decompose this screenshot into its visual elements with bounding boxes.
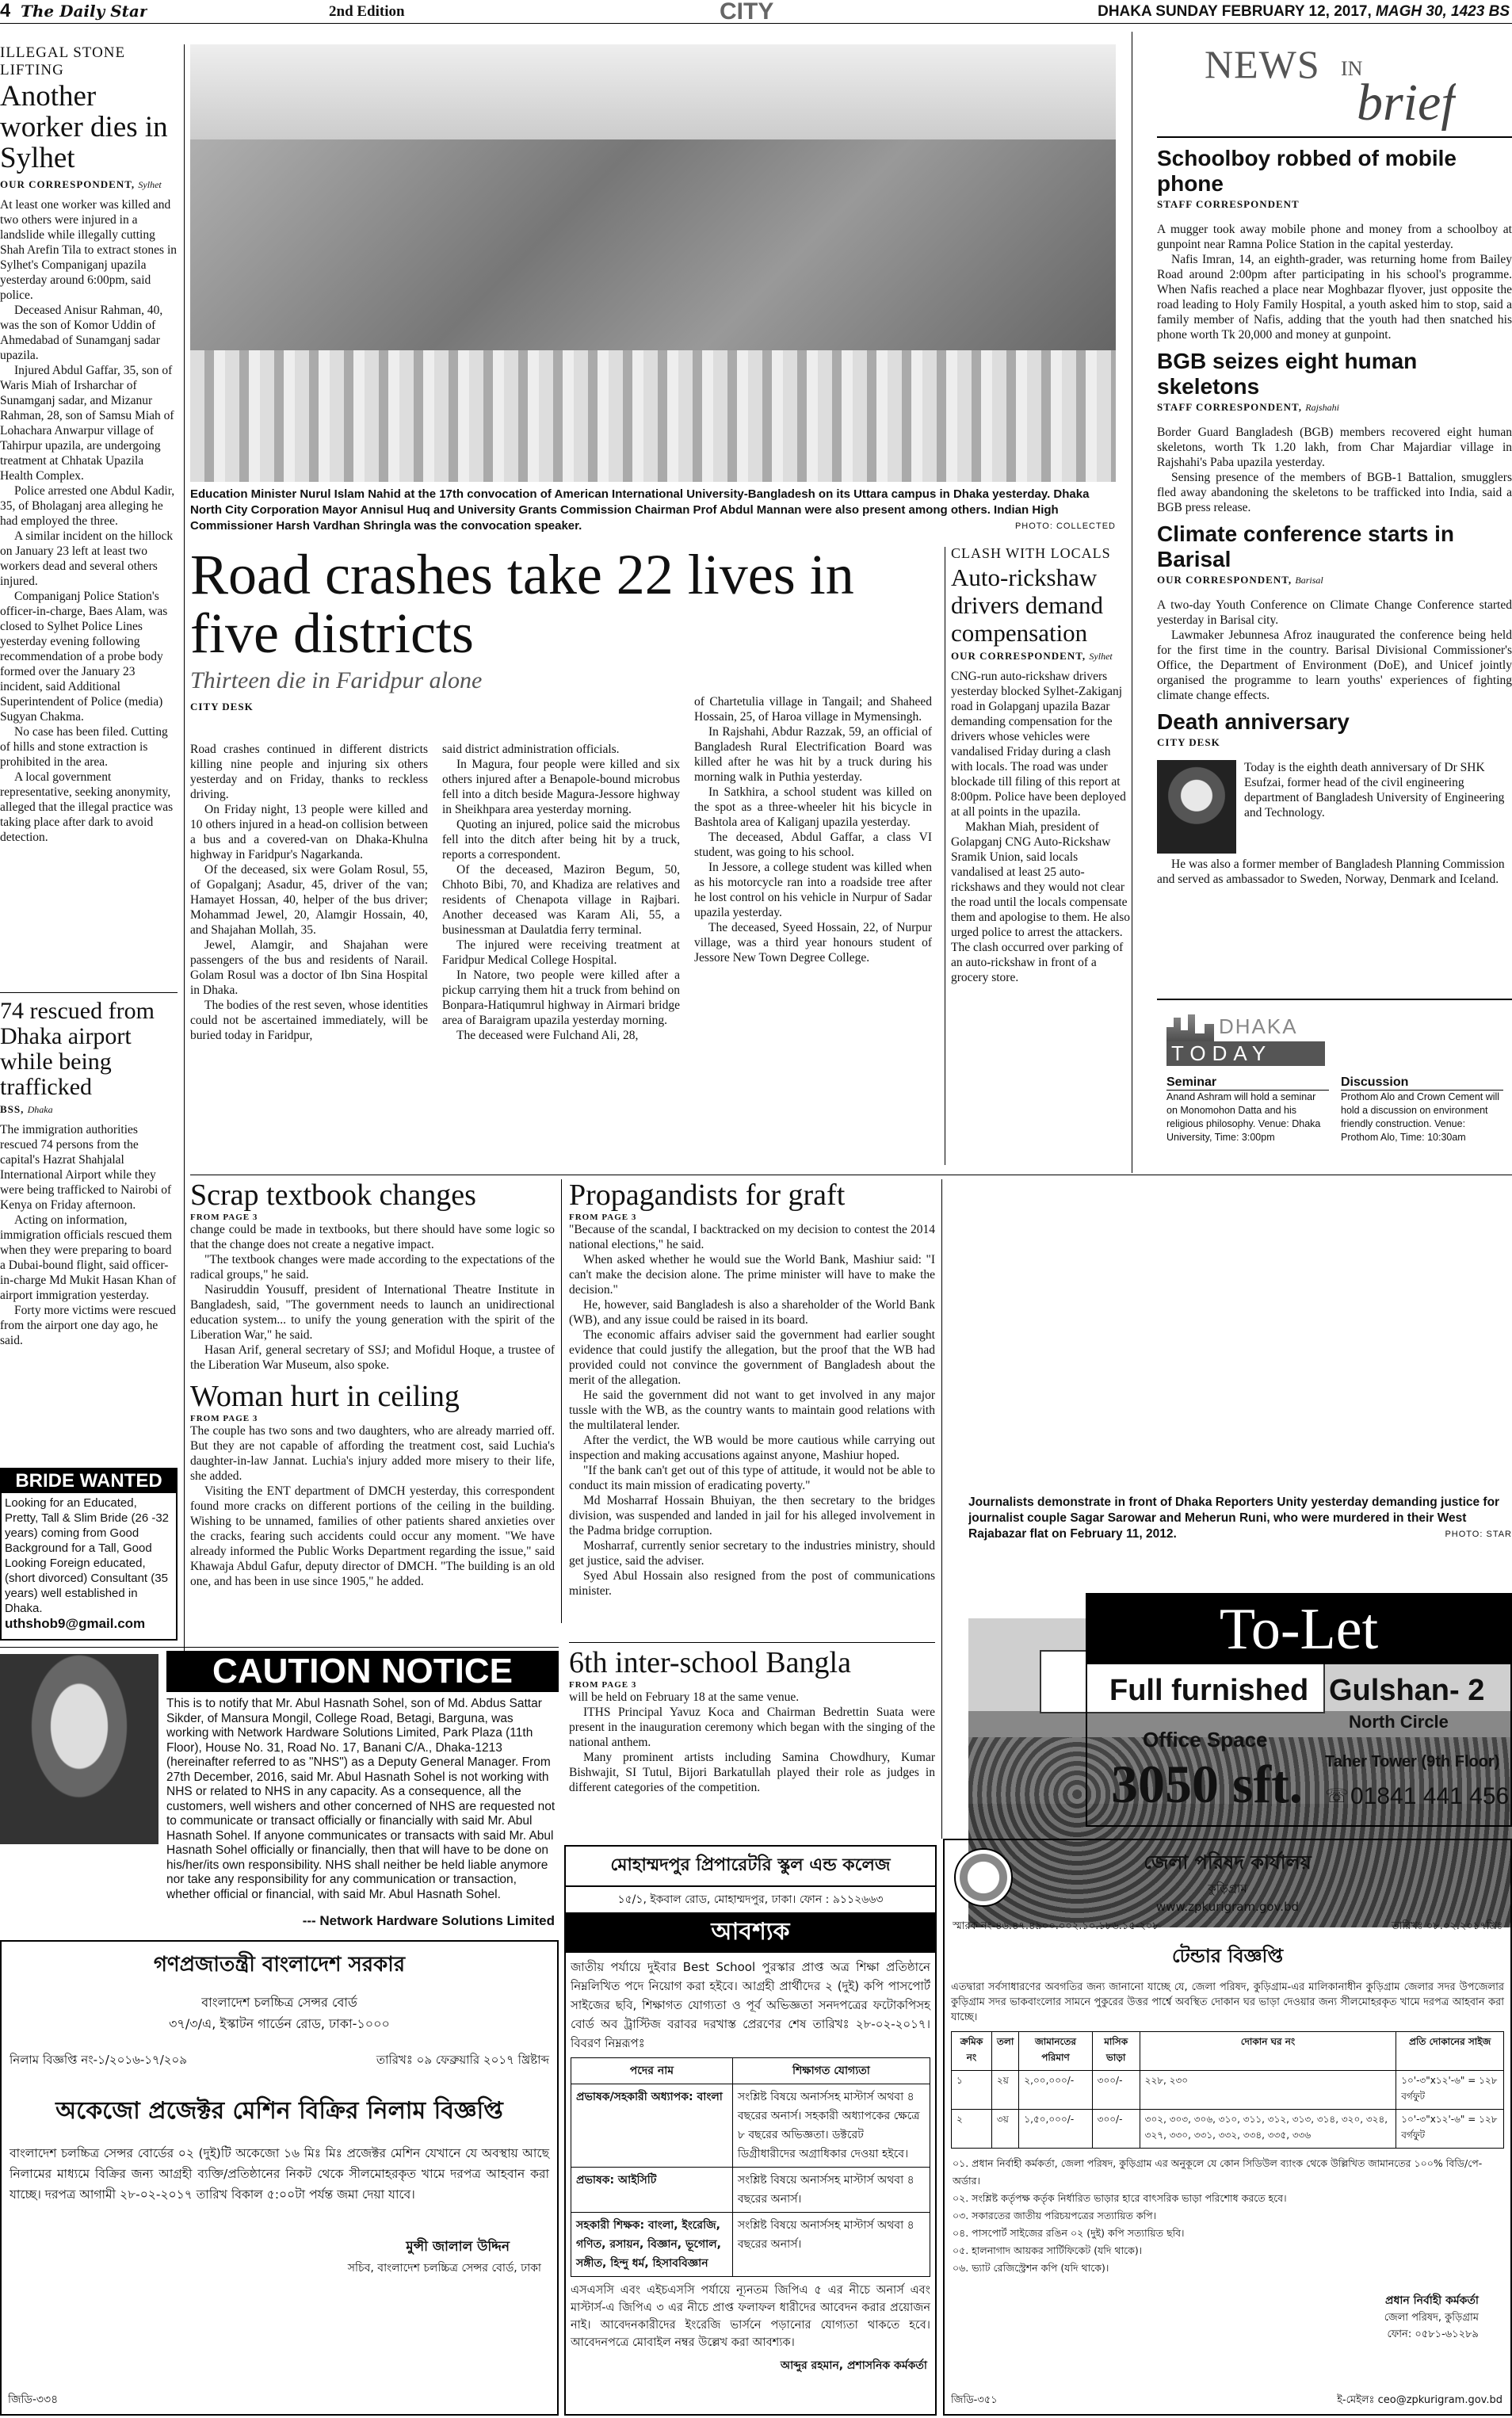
zila-ref: স্মারক নং-৪৬.৪৭.৪৯০০.০০২.১০.১৮৬.১৫-২০৮ (953, 1920, 1159, 1932)
rescued-body (0, 1122, 178, 1348)
zila-phone: ফোন: ০৫৮১-৬১২৮৯ (1387, 2328, 1479, 2340)
tolet-size: 3050 sft. (1111, 1754, 1303, 1814)
table-row (571, 2213, 930, 2277)
tolet-area: Gulshan- 2 (1329, 1674, 1485, 1707)
road-p: The deceased, Syeed Hossain, 22, of Nurpur village, was a third year honours student of Jessore New Town Degree College. (694, 921, 932, 965)
journalists-caption (968, 1495, 1512, 1547)
qual-cell: সংশ্লিষ্ট বিষয়ে অনার্সসহ মাস্টার্স অথবা ৪ বছরের অনার্স। সহকারী অধ্যাপকের ক্ষেত্রে ৮ বছরের অভিজ্ঞতা। ডক্টরেট ডিগ্রীধারীদের অগ্রাধিকার দেওয়া হইবে। (732, 2084, 930, 2168)
zila-title: জেলা পরিষদ কার্যালয় (1144, 1851, 1312, 1874)
dateline-main: DHAKA SUNDAY FEBRUARY 12, 2017, (1098, 3, 1372, 20)
woman-p: The couple has two sons and two daughters, who are already married off. But they are not capable of affording the treatment cost, said Luchia's daughter-in-law Jannat. Luchia's injury added more misery to their life, she added. (190, 1424, 555, 1483)
woman-story (190, 1381, 555, 1634)
stone-p: Companiganj Police Station's officer-in-charge, Baes Alam, was closed to Sylhet Police Lines yesterday evening following recommendation of a probe body formed over the January 23 incident, said Additional Superintendent of Police (media) Sugyan Chakma. (0, 590, 168, 724)
scrap-p: Hasan Arif, general secretary of SSJ; and Mofidul Hoque, a trustee of the Liberation War Museum, also spoke. (190, 1343, 555, 1372)
post-cell: প্রভাষক: আইসিটি (571, 2168, 733, 2213)
zila-cell: ৩য় (991, 2110, 1018, 2149)
tolet-phone-icon: ☏ (1325, 1786, 1350, 1807)
autorick-p: CNG-run auto-rickshaw drivers yesterday blocked Sylhet-Zakiganj road in Golapganj upazila Bazar demanding compensation for the drivers whose vehicles were vandalised Friday during a clash with locals. The road was under blockade till filing of this report at 8:00pm. Police have been deployed at all points in the upazila. (951, 670, 1126, 819)
qual-cell: সংশ্লিষ্ট বিষয়ে অনার্সসহ মাস্টার্স অথবা ৪ বছরের অনার্স। (732, 2213, 930, 2277)
propa-p: "If the bank can't get out of this type of attitude, it would not be able to conduct its main mission of eradicating poverty." (569, 1464, 935, 1492)
brief-body (1157, 425, 1512, 515)
propa-p: He said the government did not want to get involved in any major tussle with the WB, as the country wants to maintain good relations with the multilateral lender. (569, 1389, 935, 1432)
table-row (571, 2084, 930, 2168)
sixth-from: FROM PAGE 3 (569, 1680, 637, 1690)
tolet-furnish: Full furnished (1109, 1674, 1309, 1707)
autorick-kicker: CLASH WITH LOCALS (951, 545, 1111, 561)
table-header (571, 2058, 930, 2084)
zila-condition: ০২. সংশ্লিষ্ট কর্তৃপক্ষ কর্তৃক নির্ধারিত ভাড়ার হারে বাৎসরিক ভাড়া পরিশোধ করতে হবে। (953, 2192, 1287, 2204)
zila-district: কুড়িগ্রাম (1208, 1881, 1247, 1896)
tolet-office: Office Space (1143, 1728, 1268, 1751)
zila-signer-2: জেলা পরিষদ, কুড়িগ্রাম (1384, 2312, 1479, 2324)
school-address: ১৫/১, ইকবাল রোড, মোহাম্মদপুর, ঢাকা। ফোন : ৯১১২৬৬৩ (617, 1893, 884, 1906)
brief-p: Lawmaker Jebunnesa Afroz inaugurated the conference being held for the first time in the country. Barisal Divisional Commissioner's Office, the Department of Environment (DoE), and Unicef jointly organised the programme to learn youths' experiences of fighting climate change effects. (1157, 628, 1512, 702)
scrap-p: "The textbook changes were made according to the expectations of the radical groups," he said. (190, 1253, 555, 1282)
stone-story (0, 44, 178, 995)
stone-byline-place: Sylhet (138, 179, 162, 190)
convocation-caption-text: Education Minister Nurul Islam Nahid at the 17th convocation of American International University-Bangladesh on its Uttara campus in Dhaka yesterday. Dhaka North City Corporation Mayor Annisul Huq and University Grants Commission Chairman Prof Abdul Mannan were also present among others. Indian High Commissioner Harsh Vardhan Shringla was the convocation speaker. (190, 487, 1090, 533)
zila-col: দোকান ঘর নং (1140, 2032, 1396, 2071)
road-p: The injured were receiving treatment at Faridpur Medical College Hospital. (442, 938, 680, 967)
zila-intro: এতদ্বারা সর্বসাধারণের অবগতির জন্য জানানো যাচ্ছে যে, জেলা পরিষদ, কুড়িগ্রাম-এর মালিকানাধীন কুড়িগ্রাম জেলার সদর উপজেলার কুড়িগ্রাম সদর ভাকবাংলোর সামনে পুকুরের উত্তর পার্শ্বে অবস্থিত দোকান ঘর ভাড়া দেওয়ার জন্য সীলমোহরকৃত খামে দরপত্র আহবান করা যাচ্ছে। (951, 1981, 1504, 2023)
table-header (952, 2032, 1504, 2071)
govt-code: জিডি-৩৩৪ (8, 2393, 59, 2406)
govt-auction-ad (0, 1940, 559, 2416)
dhaka-today-title: Seminar (1166, 1075, 1329, 1091)
caution-notice-ad (0, 1647, 559, 1932)
autorick-byline-name: OUR CORRESPONDENT, (951, 650, 1086, 662)
road-story (190, 545, 941, 1171)
to-let-ad (1086, 1593, 1512, 1827)
brief-title-brief: brief (1357, 74, 1456, 132)
zila-col: প্রতি দোকানের সাইজ (1396, 2032, 1504, 2071)
brief-title (1157, 41, 1512, 138)
brief-p: Border Guard Bangladesh (BGB) members recovered eight human skeletons, worth Tk 1.20 lakh, from Char Majardiar village in Rajshahi's Paba upazila yesterday. (1157, 426, 1512, 469)
govt-signer-title: সচিব, বাংলাদেশ চলচ্চিত্র সেন্সর বোর্ড, ঢাকা (347, 2262, 541, 2275)
stone-byline (0, 178, 178, 191)
school-intro: জাতীয় পর্যায়ে দুইবার Best School পুরস্কার প্রাপ্ত অত্র শিক্ষা প্রতিষ্ঠানে নিম্নলিখিত পদে নিয়োগ করা হইবে। আগ্রহী প্রার্থীদের ২ (দুই) কপি পাসপোর্ট সাইজের ছবি, শিক্ষাগত যোগ্যতা ও পূর্ব অভিজ্ঞতা সনদপত্রের ফটোকপিসহ বোর্ড অব ট্রাস্টিজ বরাবর দরখাস্ত প্রেরণের শেষ তারিখঃ ২৮-০২-২০১৭। বিবরণ নিম্নরূপঃ (571, 1960, 930, 2050)
zila-shops-table (951, 2031, 1504, 2149)
brief-byline (1157, 574, 1512, 586)
tolet-circle: North Circle (1349, 1712, 1449, 1732)
brief-item (1157, 349, 1512, 515)
zila-cell: ২য় (991, 2071, 1018, 2110)
zila-cell: ২,০০,০০০/- (1019, 2071, 1092, 2110)
death-body: Today is the eighth death anniversary of Dr SHK Esufzai, former head of the civil engineering department of Bangladesh University of Engineering and Technology. (1244, 761, 1505, 819)
propa-p: Md Mosharraf Hossain Bhuiyan, the then secretary to the bridges division, was suspended and landed in jail for his alleged involvement in the Padma bridge corruption. (569, 1494, 935, 1538)
sixth-p: Many prominent artists including Samina Chowdhury, Kumar Bishwajit, SI Tutul, Bijori Barkatullah played their role as judges in different categories of the competition. (569, 1751, 935, 1794)
dateline-bangla: MAGH 30, 1423 BS (1376, 3, 1510, 20)
convocation-banner (190, 44, 1116, 139)
zila-col: জামানতের পরিমাণ (1019, 2032, 1092, 2071)
road-p: In Jessore, a college student was killed when as his motorcycle ran into a roadside tree after he lost control on his vehicle in Nurpur of Sadar upazila yesterday. (694, 861, 932, 919)
zila-email[interactable]: ই-মেইলঃ ceo@zpkurigram.gov.bd (1337, 2394, 1502, 2406)
zila-cell: ৩০০/- (1092, 2071, 1140, 2110)
road-p: Road crashes continued in different districts killing nine people and injuring six others yesterday and on Friday, thanks to reckless driving. (190, 743, 428, 801)
zila-col: মাসিক ভাড়া (1092, 2032, 1140, 2071)
propa-story (569, 1179, 935, 1639)
caution-signoff: --- Network Hardware Solutions Limited (302, 1913, 555, 1928)
brief-byline-place: Rajshahi (1305, 402, 1339, 413)
brief-p: Nafis Imran, 14, an eighth-grader, was returning home from Bailey Road around 2:00pm after participating in his school's programme. When Nafis reached a place near Moghbazar flyover, just opposite the road leading to Holy Family Hospital, a youth asked him to stop, said a family member of Nafis, adding that the youth had then snatched his phone worth Tk 20,000 and money at gunpoint. (1157, 253, 1512, 342)
govt-header-2: বাংলাদেশ চলচ্চিত্র সেন্সর বোর্ড (201, 1995, 357, 2010)
stone-p: No case has been filed. Cutting of hills and stone extraction is prohibited in the area. (0, 725, 168, 769)
zila-date: তারিখঃ ০৮.০২.২০১৭খ্রিঃ (1391, 1920, 1502, 1932)
road-p: In Magura, four people were killed and six others injured after a Benapole-bound microbus fell into a ditch beside Magura-Jessore highway in Sheikhpara area yesterday morning. (442, 758, 680, 816)
dhaka-today-label: DHAKA (1219, 1014, 1298, 1038)
road-p: of Chartetulia village in Tangail; and Shaheed Hossain, 25, of Haroa village in Mymensingh. (694, 695, 932, 724)
autorick-body (951, 669, 1130, 985)
rescued-p: The immigration authorities rescued 74 persons from the capital's Hazrat Shahjalal International Airport while they were being trafficked to Nairobi of Kenya on Friday afternoon. (0, 1123, 172, 1212)
brief-p: A two-day Youth Conference on Climate Change Conference started yesterday in Barisal city. (1157, 598, 1512, 627)
road-p: In Natore, two people were killed after a pickup carrying them hit a truck from behind on Bonpara-Hatiqumrul highway in Airmari bridge area of Baraigram upazila yesterday morning. (442, 968, 680, 1027)
stone-headline: Another worker dies in Sylhet (0, 80, 168, 174)
stone-p: Injured Abdul Gaffar, 35, son of Waris Miah of Irsharchar of Sunamganj sadar, and Mizanur Rahman, 28, son of Samsu Miah of Lohachara Anwarpur village of Tahirpur upazila, are undergoing treatment at Chhatak Upazila Health Complex. (0, 364, 174, 483)
brief-headline: Climate conference starts in Barisal (1157, 521, 1455, 571)
brief-title-in: IN (1341, 57, 1363, 80)
rescued-story (0, 999, 178, 1458)
propa-p: Syed Abul Hossain also resigned from the post of communications minister. (569, 1569, 935, 1598)
govt-ref-row (2, 2035, 557, 2071)
govt-date: তারিখঃ ০৯ ফেব্রুয়ারি ২০১৭ খ্রিষ্টাব্দ (376, 2053, 549, 2067)
zila-conditions (945, 2155, 1510, 2277)
dateline (1058, 3, 1510, 21)
death-byline: CITY DESK (1157, 736, 1220, 748)
road-byline: CITY DESK (190, 701, 254, 712)
death-anniversary (1157, 709, 1512, 887)
school-title: মোহাম্মদপুর প্রিপারেটরি স্কুল এন্ড কলেজ (566, 1847, 935, 1887)
woman-headline: Woman hurt in ceiling (190, 1381, 460, 1413)
table-row (952, 2071, 1504, 2110)
scrap-p: change could be made in textbooks, but there should have some logic so that the change does not create a negative impact. (190, 1223, 555, 1251)
brief-headline: Schoolboy robbed of mobile phone (1157, 146, 1457, 196)
woman-from: FROM PAGE 3 (190, 1414, 258, 1423)
road-col-3 (694, 694, 932, 965)
road-p: In Rajshahi, Abdur Razzak, 59, an official of Bangladesh Rural Electrification Board was killed after he was hit by a truck during his morning walk in Puthia yesterday. (694, 725, 932, 784)
scrap-body (190, 1222, 555, 1373)
zila-col: ক্রমিক নং (952, 2032, 992, 2071)
road-p: Quoting an injured, police said the microbus fell into the ditch after being hit by a truck, reports a correspondent. (442, 818, 680, 861)
sixth-p: ITHS Principal Yavuz Koca and Chairman Bedrettin Suata were present in the inauguration ceremony which began with the singing of the national anthem. (569, 1706, 935, 1749)
dhaka-today-title: Discussion (1341, 1075, 1503, 1091)
brief-p: A mugger took away mobile phone and money from a schoolboy at gunpoint near Ramna Police Station in the capital yesterday. (1157, 223, 1512, 251)
school-signer: আব্দুর রহমান, প্রশাসনিক কর্মকর্তা (780, 2359, 927, 2372)
zila-cell: ১০'-৩"x১২'-৬" = ১২৮ বর্গফুট (1396, 2071, 1504, 2110)
col-qual: শিক্ষাগত যোগ্যতা (732, 2058, 930, 2084)
sixth-story (569, 1647, 935, 1839)
autorick-byline-place: Sylhet (1089, 651, 1113, 662)
propa-p: When asked whether he would sue the World Bank, Mashiur said: "I can't make the decision alone. The prime minister will have to make the decision." (569, 1253, 935, 1297)
bride-title: BRIDE WANTED (2, 1469, 176, 1493)
road-p: The deceased were Fulchand Ali, 28, (456, 1029, 639, 1042)
rescued-p: Acting on information, immigration officials rescued them when they were preparing to board a Dubai-bound flight, said officer-in-charge Md Mukit Hasan Khan of airport immigration yesterday. (0, 1213, 177, 1302)
tolet-title: To-Let (1087, 1595, 1510, 1664)
propa-p: "Because of the scandal, I backtracked on my decision to contest the 2014 national elections," he said. (569, 1223, 935, 1251)
tolet-tower: Taher Tower (9th Floor) (1325, 1753, 1500, 1771)
woman-p: Visiting the ENT department of DMCH yesterday, this correspondent found more cracks on different portions of the ceiling in the building. Wishing to be unnamed, families of other patients shared anxieties over the cracks, fearing such accidents could occur any moment. "We have already informed the Public Works Department regarding the issue," said Khawaja Abdul Gafur, deputy director of DMCH. "The building is an old one, and has been in use since 1905," he added. (190, 1484, 555, 1588)
road-subhead: Thirteen die in Faridpur alone (190, 667, 483, 693)
journalists-credit: PHOTO: STAR (1445, 1530, 1512, 1539)
road-p: Of the deceased, Maziron Begum, 50, Chhoto Bibi, 70, and Khadiza are relatives and residents of Chenapota village in Rajbari. Another deceased was Karam Ali, 55, a businessman at Daulatdia ferry terminal. (442, 863, 680, 937)
zila-condition: ০৪. পাসপোর্ট সাইজের রঙিন ০২ (দুই) কপি সত্যায়িত ছবি। (953, 2227, 1185, 2239)
zila-col: তলা (991, 2032, 1018, 2071)
propa-p: He, however, said Bangladesh is also a shareholder of the World Bank (WB), and any issue could be raised in its board. (569, 1298, 935, 1327)
post-cell: সহকারী শিক্ষক: বাংলা, ইংরেজি, গণিত, রসায়ন, বিজ্ঞান, ভূগোল, সঙ্গীত, হিন্দু ধর্ম, হিসাববিজ্ঞান (571, 2213, 733, 2277)
zila-signer: প্রধান নির্বাহী কর্মকর্তা (1385, 2294, 1479, 2307)
table-row (571, 2168, 930, 2213)
paper-name: The Daily Star (21, 2, 148, 21)
tolet-phone[interactable]: 01841 441 456 (1350, 1783, 1510, 1809)
road-col-2 (442, 742, 680, 1043)
sixth-headline: 6th inter-school Bangla (569, 1647, 851, 1679)
scrap-from: FROM PAGE 3 (190, 1213, 258, 1222)
bride-wanted-ad (0, 1468, 178, 1641)
school-footer: এসএসসি এবং এইচএসসি পর্যায়ে ন্যূনতম জিপিএ ৫ এর নীচে অনার্স এবং মাস্টার্স-এ জিপিএ ৩ এর নীচে প্রাপ্ত ফলাফল ধারীদের আবেদন করার প্রয়োজন নাই। আবেদনকারীদের ইংরেজি ভার্সনে পড়ানোর যোগ্যতা থাকতে হবে। আবেদনপত্রে মোবাইল নম্বর উল্লেখ করা আবশ্যক। (571, 2284, 930, 2349)
dhaka-today-item (1341, 1075, 1503, 1144)
stone-byline-name: OUR CORRESPONDENT, (0, 178, 136, 190)
autorick-story (951, 545, 1130, 1171)
journalists-caption-text: Journalists demonstrate in front of Dhaka Reporters Unity yesterday demanding justice for journalist couple Sagar Sarowar and Meherun Runi, who were murdered in their West Rajabazar flat on February 11, 2012. (968, 1495, 1500, 1541)
zila-cell: ২ (952, 2110, 992, 2149)
zila-cell: ১০'-৩"x১২'-৬" = ১২৮ বর্গফুট (1396, 2110, 1504, 2149)
zila-title2: টেন্ডার বিজ্ঞপ্তি (1171, 1945, 1284, 1967)
stone-p: A similar incident on the hillock on January 23 left at least two workers dead and several others injured. (0, 529, 174, 588)
scrap-headline: Scrap textbook changes (190, 1179, 476, 1212)
stone-kicker: ILLEGAL STONE LIFTING (0, 44, 126, 78)
road-p: said district administration officials. (442, 743, 620, 756)
govt-body: বাংলাদেশ চলচ্চিত্র সেন্সর বোর্ডের ০২ (দুই)টি অকেজো ১৬ মিঃ মিঃ প্রজেক্টর মেশিন যেখানে যে অবস্থায় আছে নিলামের মাধ্যমে বিক্রির জন্য আগ্রহী ব্যক্তি/প্রতিষ্ঠানের নিকট থেকে সীলমোহরকৃত খামে দরপত্র আহবান করা যাচ্ছে। দরপত্র আগামী ২৮-০২-২০১৭ তারিখ বিকাল ৫:০০টা পর্যন্ত জমা দেয়া যাবে। (10, 2146, 549, 2202)
rescued-p: Forty more victims were rescued from the airport one day ago, he said. (0, 1304, 177, 1347)
dhaka-today-label-bottom: TODAY (1166, 1041, 1325, 1066)
news-in-brief (1157, 41, 1512, 1000)
brief-body (1157, 222, 1512, 342)
convocation-photo (190, 44, 1116, 482)
zila-emblem-icon (954, 1848, 1013, 1907)
bride-body: Looking for an Educated, Pretty, Tall & Slim Bride (26 -32 years) coming from Good Background for a Tall, Good Looking Foreign educated, (short divorced) Consultant (35 years) well established in Dhaka. (5, 1496, 170, 1615)
brief-item (1157, 146, 1512, 342)
brief-byline-name: OUR CORRESPONDENT, (1157, 574, 1292, 586)
road-p: Of the deceased, six were Golam Rosul, 55, of Gopalganj; Asadur, 45, driver of the van; Hamayet Hossan, 40, helper of the bus driver; Mohammad Jewel, 20, Alamgir Hossain, 40, and Shajahan Mollah, 35. (190, 863, 428, 937)
brief-byline-name: STAFF CORRESPONDENT, (1157, 401, 1302, 413)
masthead (0, 0, 1512, 24)
sixth-p: will be held on February 18 at the same venue. (569, 1690, 800, 1704)
zila-condition: ০৫. হালনাগাদ আয়কর সার্টিফিকেট (যদি থাকে)। (953, 2244, 1143, 2256)
brief-title-news: NEWS (1205, 42, 1320, 86)
propa-p: The economic affairs adviser said the government had earlier sought evidence that could justify the allegation, but the proof that the WB had provided could not convince the government of Bangladesh about the merit of the allegation. (569, 1328, 935, 1387)
zila-cell: ১ (952, 2071, 992, 2110)
col-post: পদের নাম (571, 2058, 733, 2084)
death-portrait (1157, 760, 1236, 854)
road-p: In Satkhira, a school student was killed on the spot as a three-wheeler hit his bicycle in Bashtola area of Kaliganj upazila yesterday. (694, 785, 932, 829)
dhaka-today-item (1166, 1075, 1329, 1144)
zila-cell: ৩০২, ৩০৩, ৩০৬, ৩১০, ৩১১, ৩১২, ৩১৩, ৩১৪, ৩২০, ৩২৪, ৩২৭, ৩৩০, ৩৩১, ৩৩২, ৩৩৪, ৩৩৫, ৩৩৬ (1140, 2110, 1396, 2149)
propa-headline: Propagandists for graft (569, 1179, 846, 1212)
sixth-body (569, 1690, 935, 1795)
brief-body (1157, 598, 1512, 703)
convocation-credit: PHOTO: COLLECTED (1014, 521, 1116, 531)
post-cell: প্রভাষক/সহকারী অধ্যাপক: বাংলা (571, 2084, 733, 2168)
zila-web[interactable]: www.zpkurigram.gov.bd (1155, 1900, 1300, 1914)
section-label: CITY (720, 0, 774, 24)
zila-ref-row (945, 1914, 1510, 1940)
road-p: The deceased, Abdul Gaffar, a class VI student, was going to his school. (694, 831, 932, 859)
govt-header-3: ৩৭/৩/এ, ইস্কাটন গার্ডেন রোড, ঢাকা-১০০০ (169, 2016, 390, 2031)
bride-email[interactable]: uthshob9@gmail.com (5, 1616, 146, 1631)
convocation-caption (190, 487, 1116, 539)
scrap-story (190, 1179, 555, 1377)
autorick-headline: Auto-rickshaw drivers demand compensation (951, 563, 1103, 647)
road-p: Jewel, Alamgir, and Shajahan were passengers of the bus and residents of Narail. Golam Rosul was a doctor of Ibn Sina Hospital in Dhaka. (190, 938, 428, 997)
propa-p: Mosharraf, currently senior secretary to the industries ministry, should get justice, said the adviser. (569, 1539, 935, 1568)
death-body-2: He was also a former member of Bangladesh Planning Commission and served as ambassador to Sweden, Norway, Denmark and Iceland. (1157, 858, 1505, 886)
road-p: On Friday night, 13 people were killed and 10 others injured in a head-on collision between a bus and a covered-van on Dhaka-Khulna highway in Faridpur's Nagarkanda. (190, 803, 428, 861)
brief-byline: STAFF CORRESPONDENT (1157, 198, 1300, 210)
govt-title: অকেজো প্রজেক্টর মেশিন বিক্রির নিলাম বিজ্ঞপ্তি (55, 2097, 503, 2125)
rescued-headline: 74 rescued from Dhaka airport while being trafficked (0, 999, 155, 1100)
stone-p: Police arrested one Abdul Kadir, 35, of Bholaganj area alleging he had employed the three. (0, 484, 175, 528)
zila-tender-ad (943, 1839, 1512, 2416)
stone-p: A local government representative, seeking anonymity, alleged that the illegal practice was taking place after dark to avoid detection. (0, 770, 174, 844)
brief-headline: BGB seizes eight human skeletons (1157, 349, 1418, 399)
woman-body (190, 1423, 555, 1589)
rescued-byline-name: BSS, (0, 1103, 25, 1115)
dhaka-today (1157, 999, 1512, 1169)
dhaka-today-body: Prothom Alo and Crown Cement will hold a discussion on environment friendly construction. Venue: Prothom Alo, Time: 10:30am (1341, 1091, 1500, 1143)
zila-condition: ০৩. সকারতের জাতীয় পরিচয়পত্রের সত্যায়িত কপি। (953, 2210, 1157, 2221)
brief-byline (1157, 401, 1512, 414)
page-number: 4 (0, 0, 11, 21)
zila-code: জিডি-৩৫১ (951, 2394, 998, 2406)
govt-header-1: গণপ্রজাতন্ত্রী বাংলাদেশ সরকার (153, 1953, 406, 1977)
govt-signer: মুন্সী জালাল উদ্দিন (406, 2239, 510, 2255)
death-headline: Death anniversary (1157, 709, 1350, 734)
brief-byline-place: Barisal (1295, 575, 1323, 586)
table-row (952, 2110, 1504, 2149)
road-col-1 (190, 742, 428, 1043)
propa-from: FROM PAGE 3 (569, 1213, 637, 1222)
zila-condition: ০১. প্রধান নির্বাহী কর্মকর্তা, জেলা পরিষদ, কুড়িগ্রাম এর অনুকূলে যে কোন সিডিউল ব্যাংক থেকে উল্লিখিত জামানতের ১০০% বিডি/পে-অর্ডার। (953, 2157, 1483, 2187)
qual-cell: সংশ্লিষ্ট বিষয়ে অনার্সসহ মাস্টার্স অথবা ৪ বছরের অনার্স। (732, 2168, 930, 2213)
zila-condition: ০৬. ভ্যাট রেজিস্ট্রেশন কপি (যদি থাকে)। (953, 2262, 1109, 2274)
propa-p: After the verdict, the WB would be more cautious while carrying out inspection and making accusations against anyone, Mashiur hoped. (569, 1434, 935, 1462)
autorick-p: Makhan Miah, president of Golapganj CNG Auto-Rickshaw Sramik Union, said locals vandalised at least 25 auto-rickshaws and they would not clear the road until the locals compensate them and apologise to them. He also urged police to arrest the attackers. The clash occurred over parking of an auto-rickshaw in front of a grocery store. (951, 820, 1130, 984)
stone-body (0, 197, 178, 845)
school-posts-table (571, 2057, 930, 2277)
govt-ref: নিলাম বিজ্ঞপ্তি নং-১/২০১৬-১৭/২০৯ (10, 2053, 188, 2067)
road-headline: Road crashes take 22 lives in five districts (190, 545, 854, 665)
dhaka-today-body: Anand Ashram will hold a seminar on Monomohon Datta and his religious philosophy. Venue: Dhaka University, Time: 3:00pm (1166, 1091, 1321, 1143)
edition-label: 2nd Edition (329, 3, 405, 20)
brief-p: Sensing presence of the members of BGB-1 Battalion, smugglers fled away abandoning the skeletons to be trafficked into India, said a BGB press release. (1157, 471, 1512, 514)
zila-cell: ৩০০/- (1092, 2110, 1140, 2149)
propa-body (569, 1222, 935, 1599)
autorick-byline (951, 650, 1130, 663)
road-p: The bodies of the rest seven, whose identities could not be ascertained immediately, will be buried today in Faridpur, (190, 999, 428, 1042)
zila-cell: ২২৮, ২৩০ (1140, 2071, 1396, 2110)
rescued-byline (0, 1103, 178, 1116)
school-recruit-ad (564, 1845, 937, 2416)
scrap-p: Nasiruddin Yousuff, president of International Theatre Institute in Bangladesh, said, "The government needs to launch an unidirectional education system... to unify the young generation with the spirit of the Liberation War," he said. (190, 1283, 555, 1342)
brief-item (1157, 521, 1512, 703)
caution-body: This is to notify that Mr. Abul Hasnath Sohel, son of Md. Abdus Sattar Sikder, of Mansura Mongil, College Road, Betagi, Barguna, was working with Network Hardware Solutions Limited, Park Plaza (11th Floor), House No. 31, Road No. 17, Banani C/A., Dhaka-1213 (hereinafter referred to as "NHS") as a Deputy General Manager. From 27th December, 2016, said Mr. Abul Hasnath Sohel is not working with NHS or related to NHS in any capacity. As a consequence, all the customers, well wishers and other concerned of NHS are requested not to communicate or transact officially or financially with said Mr. Abul Hasnath Sohel. If anyone communicates or transacts with said Mr. Abul Hasnath Sohel officially or financially, then that will have to be done on his/her/its own responsibility. NHS shall neither be held liable anymore nor take any responsibility for any communication or transaction, whether official or financial, with said Mr. Abul Hasnath Sohel. (166, 1697, 556, 1901)
zila-cell: ১,৫০,০০০/- (1019, 2110, 1092, 2149)
rescued-byline-place: Dhaka (27, 1104, 53, 1115)
stone-p: Deceased Anisur Rahman, 40, was the son of Komor Uddin of Ahmedabad of Sunamganj sadar upazila. (0, 304, 163, 362)
caution-title: CAUTION NOTICE (166, 1651, 559, 1692)
school-need: আবশ্যক (566, 1912, 935, 1953)
stone-p: At least one worker was killed and two others were injured in a landslide while illegally cutting Shah Arefin Tila to extract stones in Sylhet's Companiganj upazila yesterday around 6:00pm, said police. (0, 198, 178, 302)
